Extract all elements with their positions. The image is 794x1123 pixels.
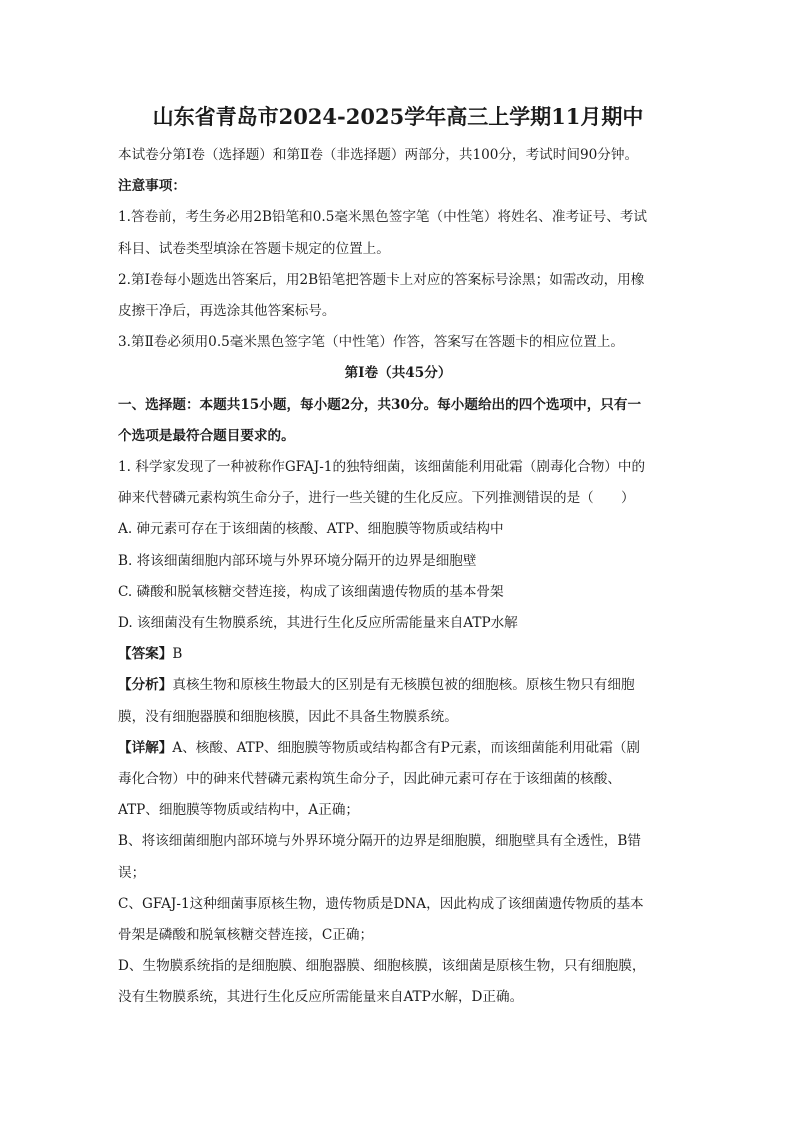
detail-line: 误； <box>118 864 146 881</box>
note-line: 1.答卷前，考生务必用2B铅笔和0.5毫米黑色签字笔（中性笔）将姓名、准考证号、考试 <box>118 209 648 226</box>
detail-line <box>118 733 678 764</box>
notice-heading: 注意事项： <box>118 178 186 195</box>
detail-line: B、将该细菌细胞内部环境与外界环境分隔开的边界是细胞膜，细胞壁具有全透性，B错 <box>118 833 641 850</box>
note-line: 3.第Ⅱ卷必须用0.5毫米黑色签字笔（中性笔）作答，答案写在答题卡的相应位置上。 <box>118 334 625 351</box>
option-a: A. 砷元素可存在于该细菌的核酸、ATP、细胞膜等物质或结构中 <box>118 521 504 538</box>
detail-line: C、GFAJ-1这种细菌事原核生物，遗传物质是DNA，因此构成了该细菌遗传物质的基本 <box>118 895 644 912</box>
analysis-tag: 【分析】 <box>118 677 173 694</box>
analysis-text: 真核生物和原核生物最大的区别是有无核膜包被的细胞核。原核生物只有细胞 <box>172 677 635 694</box>
part-heading: 个选项是最符合题目要求的。 <box>118 427 295 444</box>
detail-line: 骨架是磷酸和脱氧核糖交替连接，C正确； <box>118 927 374 944</box>
detail-line: D、生物膜系统指的是细胞膜、细胞器膜、细胞核膜，该细菌是原核生物，只有细胞膜， <box>118 958 646 975</box>
note-line: 皮擦干净后，再选涂其他答案标号。 <box>118 303 336 320</box>
detail-tag: 【详解】 <box>118 739 173 756</box>
document-page <box>118 100 678 1014</box>
answer-tag: 【答案】 <box>118 646 173 663</box>
detail-line: 毒化合物）中的砷来代替磷元素构筑生命分子，因此砷元素可存在于该细菌的核酸、 <box>118 771 621 788</box>
note-line: 2.第Ⅰ卷每小题选出答案后，用2B铅笔把答题卡上对应的答案标号涂黑；如需改动，用橡 <box>118 271 645 288</box>
detail-text: A、核酸、ATP、细胞膜等物质或结构都含有P元素，而该细菌能利用砒霜（剧 <box>172 739 641 756</box>
note-line: 科目、试卷类型填涂在答题卡规定的位置上。 <box>118 240 390 257</box>
detail-line: 没有生物膜系统，其进行生化反应所需能量来自ATP水解，D正确。 <box>118 989 524 1006</box>
option-d: D. 该细菌没有生物膜系统，其进行生化反应所需能量来自ATP水解 <box>118 615 518 632</box>
analysis-line: 膜，没有细胞器膜和细胞核膜，因此不具备生物膜系统。 <box>118 708 458 725</box>
option-b: B. 将该细菌细胞内部环境与外界环境分隔开的边界是细胞壁 <box>118 552 477 569</box>
question-stem: 砷来代替磷元素构筑生命分子，进行一些关键的生化反应。下列推测错误的是（ ） <box>118 490 635 507</box>
answer-line <box>118 639 678 670</box>
exam-intro: 本试卷分第Ⅰ卷（选择题）和第Ⅱ卷（非选择题）两部分，共100分，考试时间90分钟。 <box>118 147 639 163</box>
detail-line: ATP、细胞膜等物质或结构中，A正确； <box>118 802 360 819</box>
analysis-line <box>118 670 678 701</box>
question-stem: 1. 科学家发现了一种被称作GFAJ-1的独特细菌，该细菌能利用砒霜（剧毒化合物）中的 <box>118 459 646 476</box>
part-heading: 一、选择题：本题共15小题，每小题2分，共30分。每小题给出的四个选项中，只有一 <box>118 396 642 413</box>
section-heading: 第Ⅰ卷（共45分） <box>344 365 452 382</box>
answer-value: B <box>172 646 183 663</box>
option-c: C. 磷酸和脱氧核糖交替连接，构成了该细菌遗传物质的基本骨架 <box>118 583 504 600</box>
doc-title: 山东省青岛市2024-2025学年高三上学期11月期中 <box>152 104 644 129</box>
